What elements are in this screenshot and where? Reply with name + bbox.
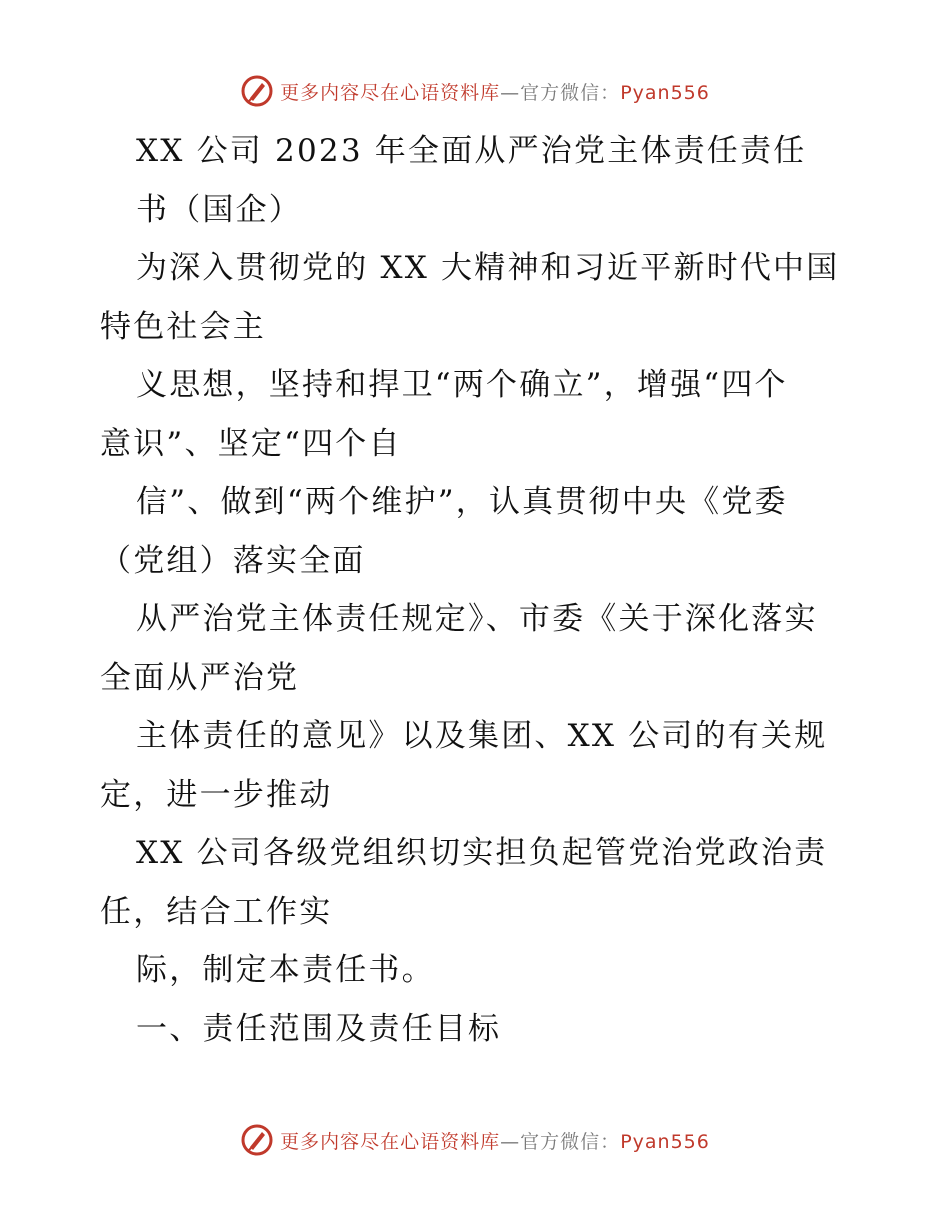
document-line: 一、责任范围及责任目标 — [136, 1010, 502, 1047]
document-line: （党组）落实全面 — [100, 542, 366, 579]
document-line: 际，制定本责任书。 — [136, 952, 435, 988]
quill-seal-icon — [240, 74, 274, 108]
document-line: 为深入贯彻党的 XX 大精神和习近平新时代中国 — [136, 250, 840, 286]
document-line: 义思想，坚持和捍卫“两个确立”，增强“四个 — [136, 367, 788, 403]
document-line: XX 公司各级党组织切实担负起管党治党政治责 — [136, 835, 828, 871]
document-line: 定，进一步推动 — [100, 776, 333, 813]
document-body — [100, 122, 860, 1058]
quill-seal-icon — [240, 1123, 274, 1157]
document-line: 任，结合工作实 — [100, 893, 333, 930]
document-line: 书（国企） — [136, 191, 302, 228]
header-watermark — [0, 71, 950, 111]
document-line: 意识”、坚定“四个自 — [100, 425, 402, 462]
document-line: 特色社会主 — [100, 308, 266, 345]
watermark-text: 更多内容尽在心语资料库—官方微信：Pyan556 — [280, 81, 710, 104]
watermark-text: 更多内容尽在心语资料库—官方微信：Pyan556 — [280, 1130, 710, 1153]
footer-watermark — [0, 1120, 950, 1160]
document-line: 主体责任的意见》以及集团、XX 公司的有关规 — [136, 718, 828, 754]
document-line: 从严治党主体责任规定》、市委《关于深化落实 — [136, 601, 818, 637]
document-line: 信”、做到“两个维护”，认真贯彻中央《党委 — [136, 484, 788, 520]
document-line: 全面从严治党 — [100, 659, 300, 696]
document-line: XX 公司 2023 年全面从严治党主体责任责任 — [136, 133, 807, 169]
